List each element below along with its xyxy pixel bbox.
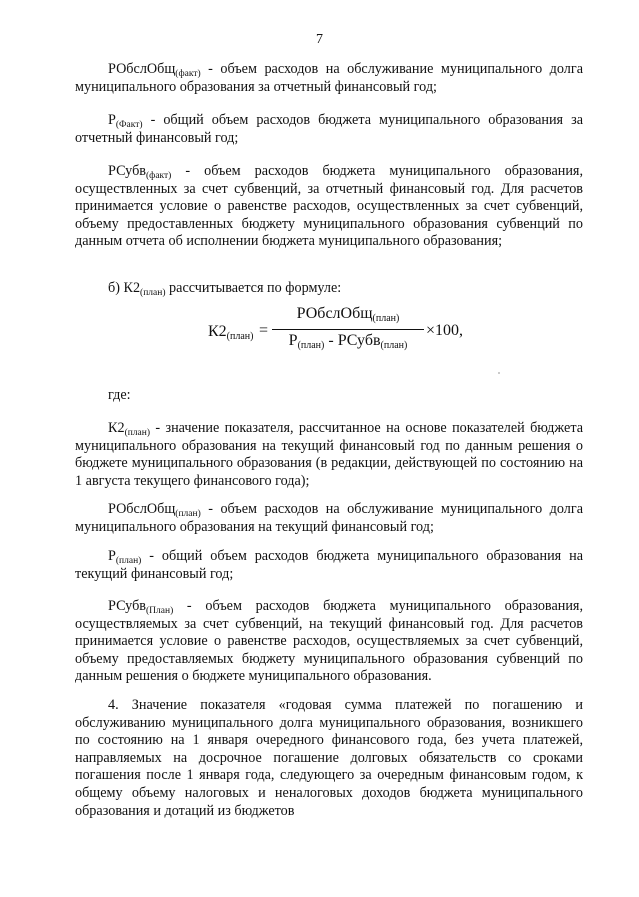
term-symbol: К2 [108,420,125,436]
term-symbol: РСубв [108,598,146,614]
term-subscript: (план) [124,428,151,438]
term-symbol: Р [108,112,116,128]
paragraph-k2-intro [75,280,583,298]
formula-denominator: $Р_{(план)}$ - РСубв$_{(план)}$ [288,332,408,351]
intro-subscript: (план) [140,288,166,298]
term-definition: - объем расходов на обслуживание муниципального долга муниципального образования на текущий финансовый год; [75,501,583,535]
term-definition: - общий объем расходов бюджета муниципального образования за отчетный финансовый год; [75,112,583,146]
term-symbol: РСубв [108,163,146,179]
term-subscript: (план) [175,509,201,519]
term-subscript: (факт) [146,171,172,181]
paragraph-k2-plan [75,420,583,490]
term-subscript: (факт) [175,69,201,79]
formula-numerator: РОбслОбщ$_{(план)}$ [296,305,400,324]
scan-speck [498,372,500,374]
paragraph-rsubv-fact [75,163,583,251]
term-symbol: Р [108,548,116,564]
term-definition: - объем расходов бюджета муниципального образования, осуществленных за счет субвенций, за отчетный финансовый год. Для расчетов принимается условие о равенстве расходов, осуществленных за счет субвенций, объему предоставленных бюджету муниципального образования субвенций по данным отчета об исполнении бюджета муниципального образования; [75,163,583,250]
intro-text: рассчитывается по формуле: [165,280,342,296]
paragraph-rsubv-plan [75,598,583,686]
paragraph-item-4: 4. Значение показателя «годовая сумма платежей по погашению и обслуживанию муниципального долга муниципального образования, возникшего по состоянию на 1 января очередного финансового года, без учета платежей, направляемых на досрочное погашение долговых обязательств со сроками погашения после 1 января года, следующего за очередным финансовым годом, к общему объему налоговых и неналоговых доходов бюджета муниципального образования и дотаций из бюджетов [75,697,583,819]
formula-multiplier: ×100, [426,322,464,339]
term-symbol: РОбслОбщ [108,501,176,517]
term-symbol: РОбслОбщ [108,61,176,77]
term-definition: - общий объем расходов бюджета муниципального образования на текущий финансовый год; [75,548,583,582]
term-subscript: (Факт) [115,120,143,130]
paragraph-r-plan [75,548,583,583]
formula-lhs: $К2_{(план)}$ [208,323,254,342]
formula-equals: = [259,322,269,339]
term-definition: - значение показателя, рассчитанное на основе показателей бюджета муниципального образования на текущий финансовый год по данным решения о бюджете муниципального образования (в редакции, действующей по состоянию на 1 августа текущего финансового года); [75,420,583,489]
term-subscript: (план) [115,556,142,566]
term-definition: - объем расходов на обслуживание муниципального долга муниципального образования за отчетный финансовый год; [75,61,583,95]
k2-formula [208,305,508,365]
term-subscript: (План) [146,606,174,616]
intro-lead: б) К2 [108,280,141,296]
term-definition: - объем расходов бюджета муниципального образования, осуществляемых за счет субвенций, на текущий финансовый год. Для расчетов принимается условие о равенстве расходов, осуществляемых за счет субвенций, объему предоставляемых бюджету муниципального образования субвенций по данным решения о бюджете муниципального образования. [75,598,583,685]
paragraph-r-fact [75,112,583,147]
page-number: 7 [316,32,323,47]
paragraph-robslobshch-plan [75,501,583,536]
fraction-bar [272,329,424,330]
paragraph-robslobshch-fact [75,61,583,96]
where-label: где: [108,387,131,403]
formula-fraction [272,305,424,354]
